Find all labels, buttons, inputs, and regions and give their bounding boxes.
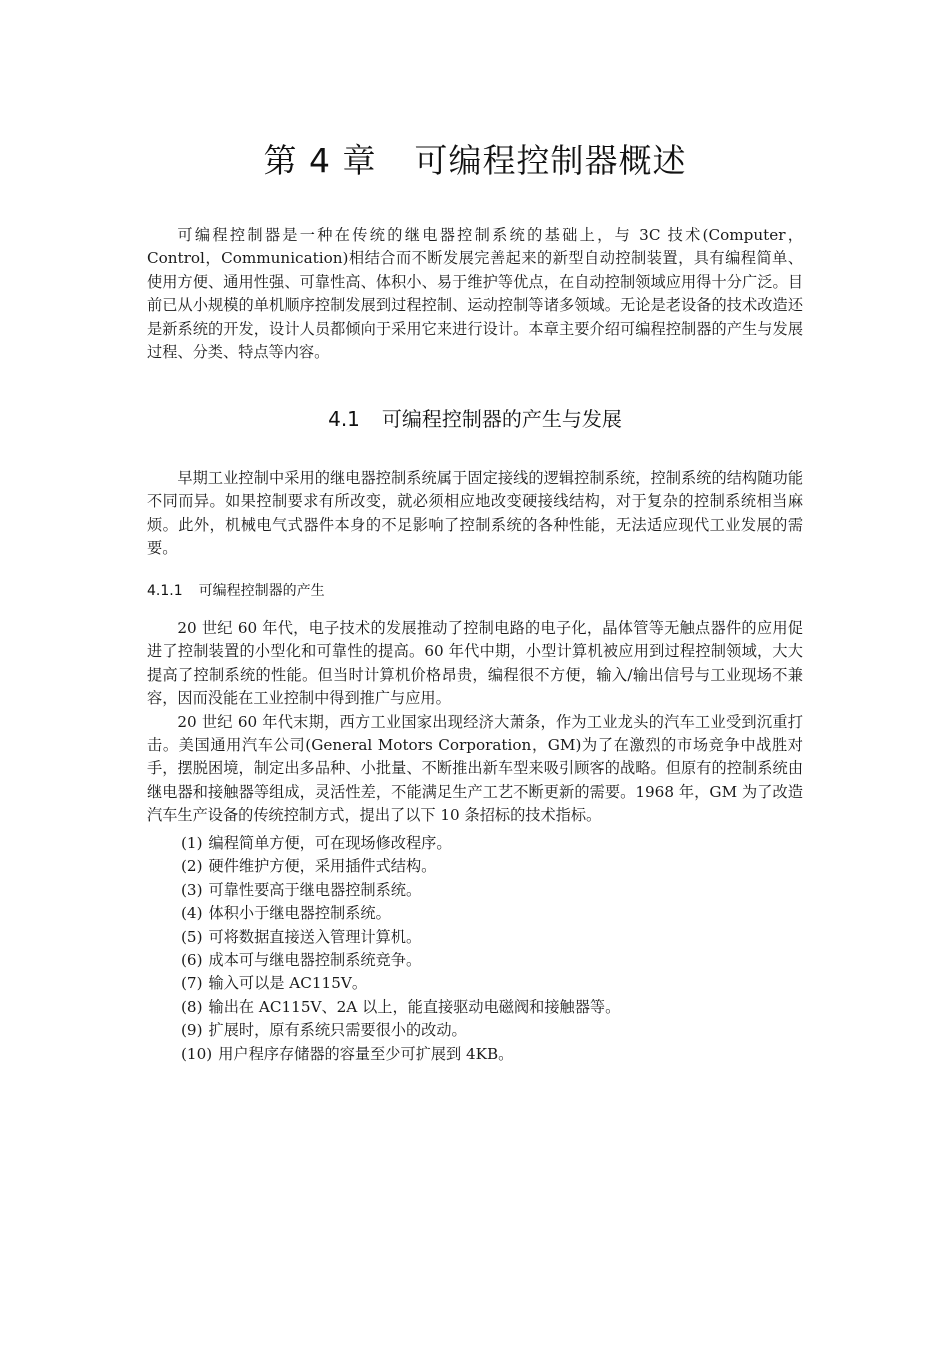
list-item: (10) 用户程序存储器的容量至少可扩展到 4KB。	[181, 1044, 514, 1063]
list-item: (3) 可靠性要高于继电器控制系统。	[181, 880, 422, 899]
list-item: (7) 输入可以是 AC115V。	[181, 974, 368, 993]
section-title	[0, 403, 950, 432]
list-item: (1) 编程简单方便，可在现场修改程序。	[181, 834, 452, 852]
list-item: (9) 扩展时，原有系统只需要很小的改动。	[181, 1021, 467, 1040]
list-item: (6) 成本可与继电器控制系统竞争。	[181, 951, 422, 970]
subsection-paragraph-2: 20 世纪 60 年代末期，西方工业国家出现经济大萧条，作为工业龙头的汽车工业受到沉重打击。美国通用汽车公司(General Motors Corporation，GM)为了在激烈的市场竞争中战胜对手，摆脱困境，制定出多品种、小批量、不断推出新车型来吸引顾客的战略。但原有的控制系统由继电器和接触器等组成，灵活性差，不能满足生产工艺不断更新的需要。1968 年，GM 为了改造汽车生产设备的传统控制方式，提出了以下 10 条招标的技术指标。	[147, 712, 803, 825]
section-block	[147, 467, 803, 561]
intro-block	[147, 224, 803, 364]
chapter-name: 可编程控制器概述	[414, 141, 687, 180]
list-item: (8) 输出在 AC115V、2A 以上，能直接驱动电磁阀和接触器等。	[181, 997, 621, 1016]
chapter-number: 第 4 章	[263, 141, 377, 180]
intro-paragraph: 可编程控制器是一种在传统的继电器控制系统的基础上，与 3C 技术(Computer，Control，Communication)相结合而不断发展完善起来的新型自动控制装置，具有编程简单、使用方便、通用性强、可靠性高、体积小、易于维护等优点，在自动控制领域应用得十分广泛。目前已从小规模的单机顺序控制发展到过程控制、运动控制等诸多领域。无论是老设备的技术改造还是新系统的开发，设计人员都倾向于采用它来进行设计。本章主要介绍可编程控制器的产生与发展过程、分类、特点等内容。	[147, 226, 803, 362]
subsection-paragraph-1: 20 世纪 60 年代，电子技术的发展推动了控制电路的电子化，晶体管等无触点器件的应用促进了控制装置的小型化和可靠性的提高。60 年代中期，小型计算机被应用到过程控制领域，大大提高了控制系统的性能。但当时计算机价格昂贵，编程很不方便，输入/输出信号与工业现场不兼容，因而没能在工业控制中得到推广与应用。	[147, 619, 803, 708]
subsection-block	[147, 617, 803, 828]
section-name: 可编程控制器的产生与发展	[381, 407, 622, 431]
requirements-list	[181, 832, 801, 1066]
subsection-number: 4.1.1	[147, 583, 183, 599]
chapter-title	[0, 135, 950, 182]
section-paragraph: 早期工业控制中采用的继电器控制系统属于固定接线的逻辑控制系统，控制系统的结构随功能不同而异。如果控制要求有所改变，就必须相应地改变硬接线结构，对于复杂的控制系统相当麻烦。此外，机械电气式器件本身的不足影响了控制系统的各种性能，无法适应现代工业发展的需要。	[147, 469, 803, 558]
list-item: (2) 硬件维护方便，采用插件式结构。	[181, 857, 437, 876]
subsection-title	[147, 580, 325, 600]
list-item: (5) 可将数据直接送入管理计算机。	[181, 927, 422, 946]
list-item: (4) 体积小于继电器控制系统。	[181, 904, 391, 923]
subsection-name: 可编程控制器的产生	[198, 583, 325, 599]
section-number: 4.1	[328, 407, 360, 431]
